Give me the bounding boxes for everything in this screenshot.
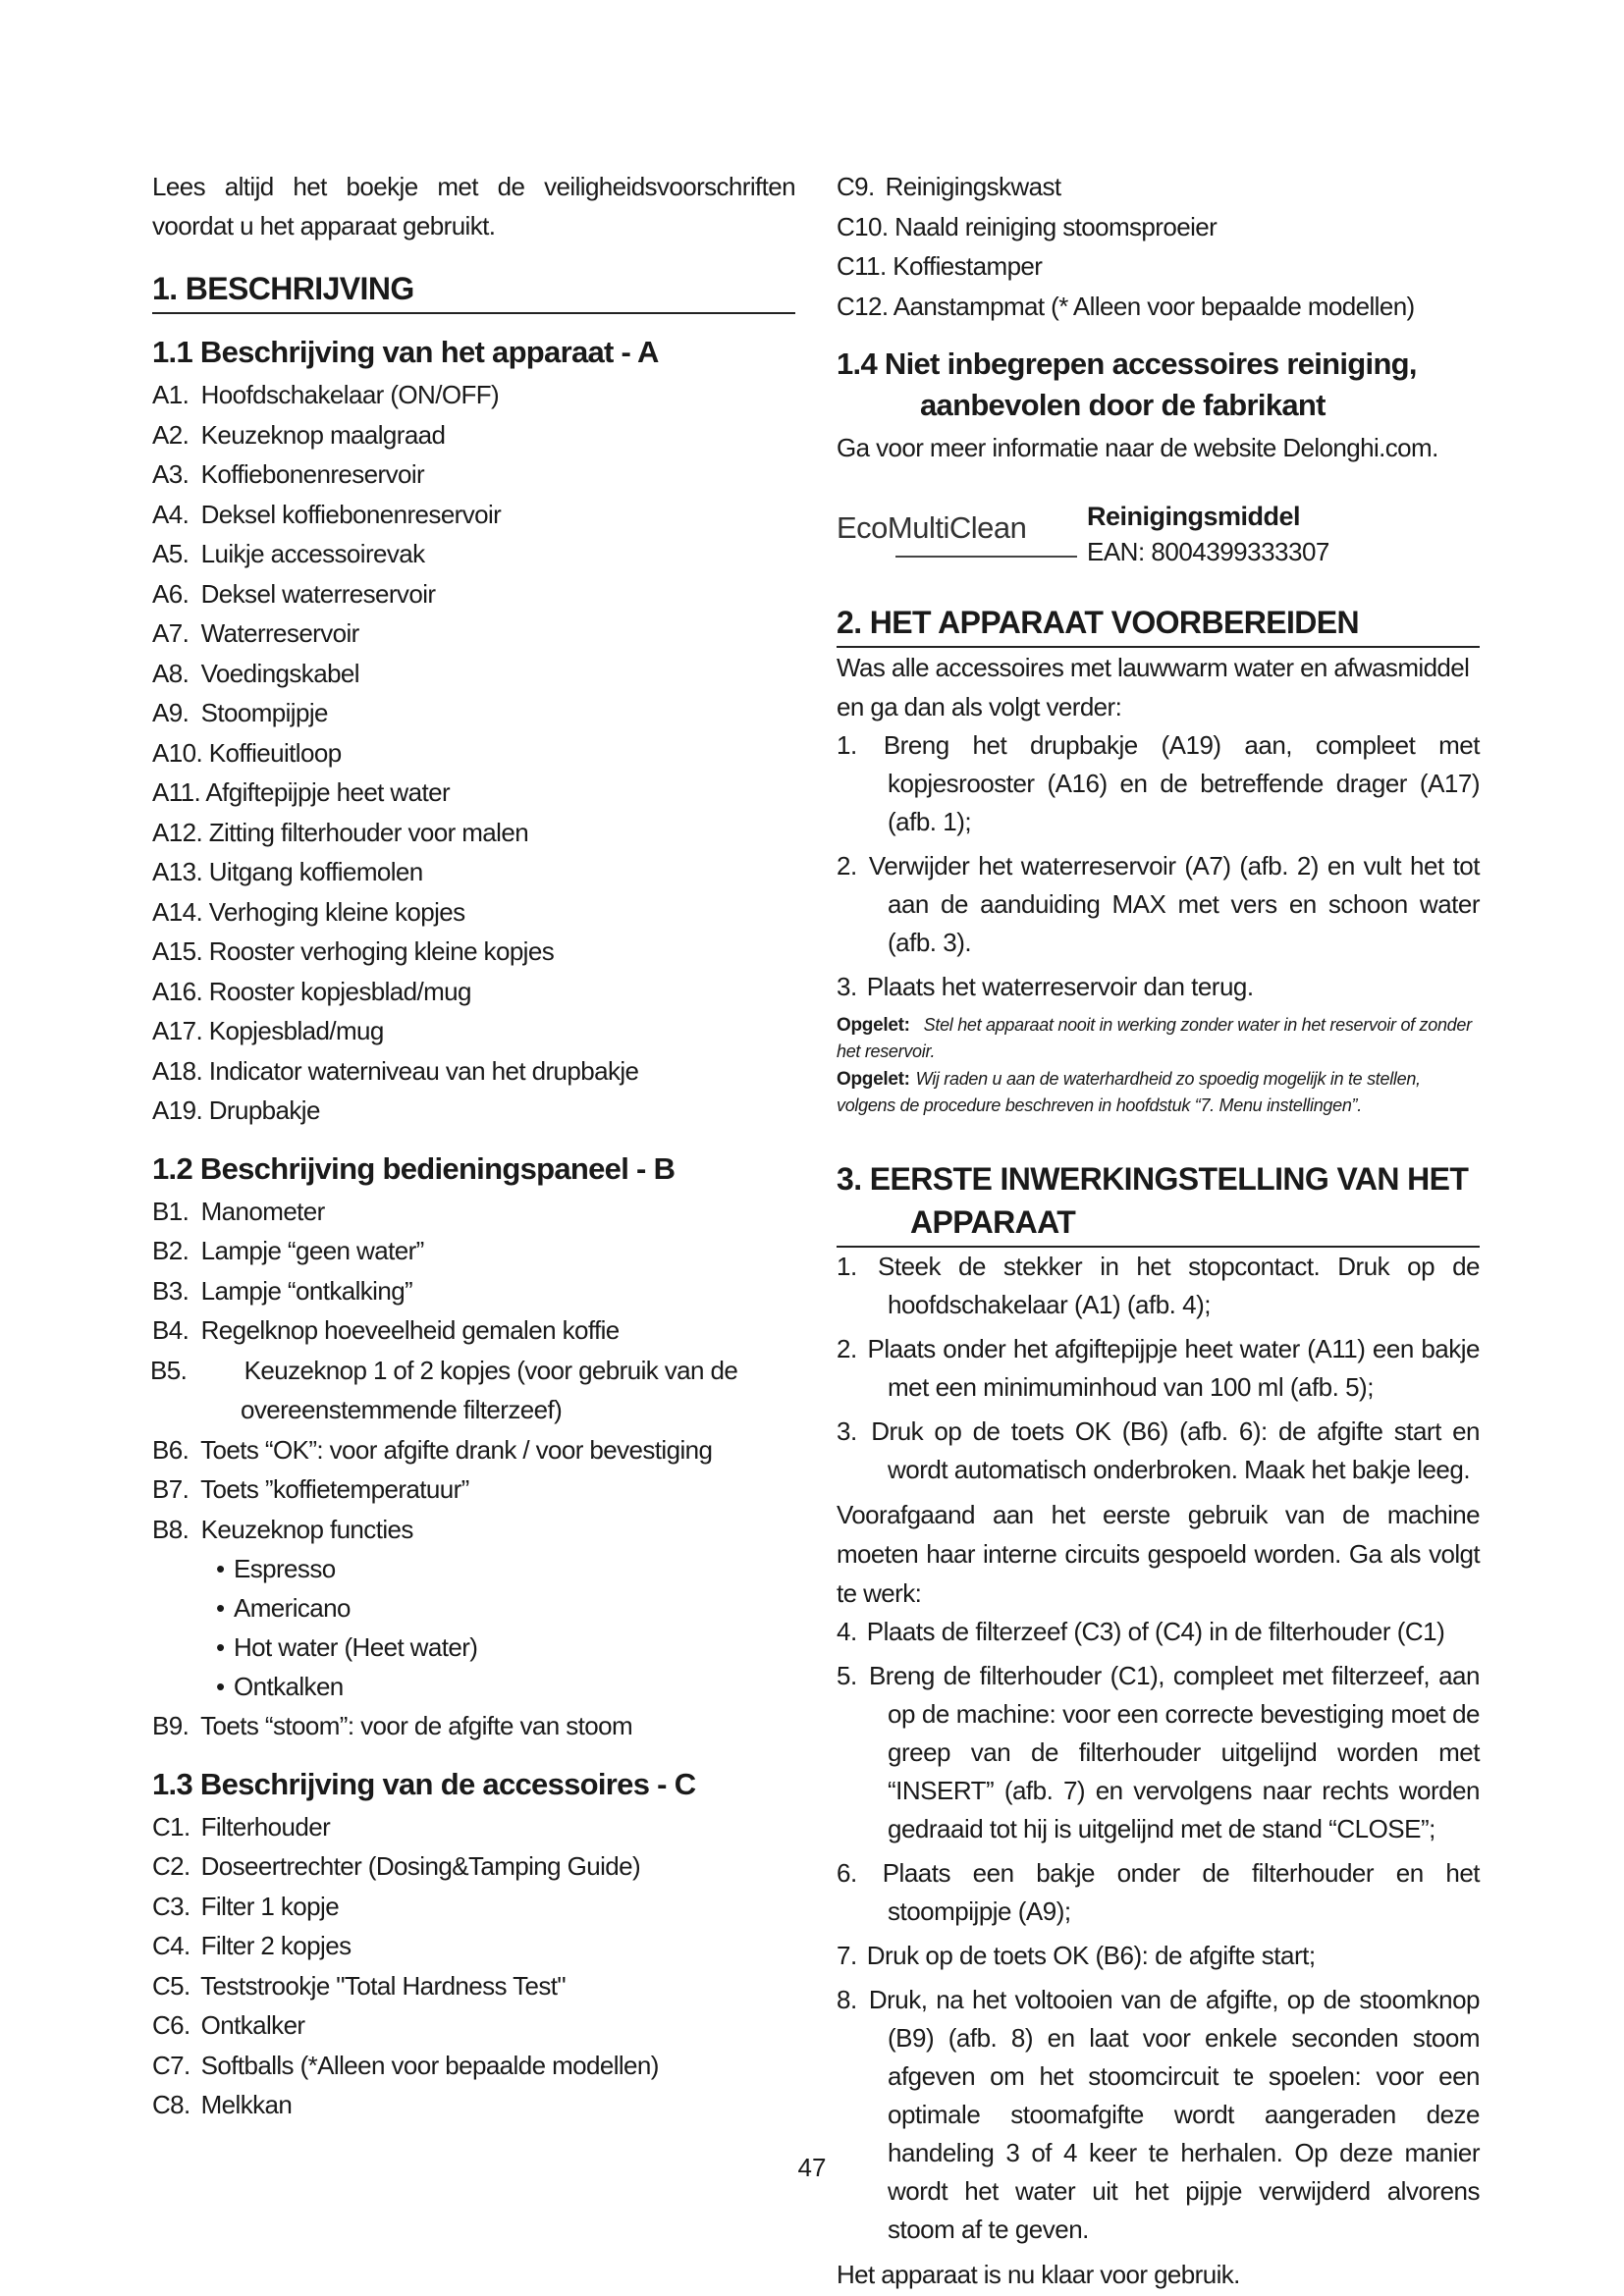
list-item: B9. Toets “stoom”: voor de afgifte van stoom [152,1711,633,1740]
product-ean: EAN: 8004399333307 [1087,537,1329,566]
section1-title: 1. BESCHRIJVING [152,267,795,314]
list-item: C1. Filterhouder [152,1811,331,1842]
list-item: A1. Hoofdschakelaar (ON/OFF) [152,380,500,409]
list-item: C7. Softballs (*Alleen voor bepaalde modellen) [152,2050,659,2080]
list-item: • Americano [216,1593,351,1623]
list-item: C2. Doseertrechter (Dosing&Tamping Guide) [152,1851,641,1881]
list-item: A19. Drupbakje [152,1095,320,1125]
list-item: • Hot water (Heet water) [216,1632,478,1662]
list-item: B7. Toets ”koffietemperatuur” [152,1474,469,1504]
list-item: • Ontkalken [216,1672,344,1701]
list-item: 3. Druk op de toets OK (B6) (afb. 6): de afgifte start en wordt automatisch onderbroken. Maak het bakje leeg. [837,1416,1480,1484]
section1-4-text: Ga voor meer informatie naar de website Delonghi.com. [837,433,1438,462]
section3-title: 3. EERSTE INWERKINGSTELLING VAN HET APPARAAT [837,1157,1480,1248]
list-item: A10. Koffieuitloop [152,737,342,768]
left-column [152,167,795,2125]
list-item: 1. Steek de stekker in het stopcontact. Druk op de hoofdschakelaar (A1) (afb. 4); [837,1252,1480,1319]
product-name: Reinigingsmiddel [1087,502,1301,531]
section1-3-title: 1.3 Beschrijving van de accessoires - C [152,1766,696,1801]
list-item: A6. Deksel waterreservoir [152,578,436,609]
list-item: A8. Voedingskabel [152,658,359,688]
list-item: A13. Uitgang koffiemolen [152,857,423,886]
list-item: C11. Koffiestamper [837,251,1043,281]
section2-text: Was alle accessoires met lauwwarm water en afwasmiddel en ga dan als volgt verder: [837,653,1470,721]
list-item: B8. Keuzeknop functies [152,1514,413,1544]
list-item: 1. Breng het drupbakje (A19) aan, compleet met kopjesrooster (A16) en de betreffende drager (A17) (afb. 1); [837,730,1480,836]
list-item: A12. Zitting filterhouder voor malen [152,817,529,847]
list-item: 4. Plaats de filterzeef (C3) of (C4) in de filterhouder (C1) [837,1617,1445,1646]
product-row [837,499,1480,569]
page-number: 47 [797,2153,827,2182]
list-item: 7. Druk op de toets OK (B6): de afgifte start; [837,1941,1316,1970]
list-item: C3. Filter 1 kopje [152,1891,340,1921]
list-item: A3. Koffiebonenreservoir [152,459,425,489]
list-item: A4. Deksel koffiebonenreservoir [152,499,502,529]
list-a [152,375,795,1131]
section3-middle-text: Voorafgaand aan het eerste gebruik van de machine moeten haar interne circuits gespoeld worden. Ga als volgt te werk: [837,1500,1480,1608]
intro-text: Lees altijd het boekje met de veiligheidsvoorschriften voordat u het apparaat gebruikt. [152,172,795,240]
list-item: 8. Druk, na het voltooien van de afgifte, op de stoomknop (B9) (afb. 8) en laat voor enkele seconden stoom afgeven om het stoomcircuit te spoelen: voor een optimale stoomafgifte wordt aangeraden deze handeling 3 of 4 keer te herhalen. Op deze manier wordt het water uit het pijpje verwijderd alvorens stoom af te geven. [837,1985,1480,2244]
list-item: A14. Verhoging kleine kopjes [152,896,465,927]
list-item: B4. Regelknop hoeveelheid gemalen koffie [152,1315,620,1345]
warning-note: Opgelet: Wij raden u aan de waterhardheid zo spoedig mogelijk in te stellen, volgens de procedure beschreven in hoofdstuk “7. Menu instellingen”. [837,1069,1421,1115]
list-item: A7. Waterreservoir [152,618,359,648]
section3-steps-a [837,1248,1480,1489]
list-item: A18. Indicator waterniveau van het drupbakje [152,1055,639,1086]
list-item: B2. Lampje “geen water” [152,1236,424,1265]
section2-steps [837,726,1480,1006]
ecomulticlean-logo: EcoMultiClean [837,499,1087,563]
list-item: A17. Kopjesblad/mug [152,1016,384,1045]
list-item: 3. Plaats het waterreservoir dan terug. [837,972,1254,1001]
list-item: A2. Keuzeknop maalgraad [152,419,446,450]
list-item: B6. Toets “OK”: voor afgifte drank / voor bevestiging [152,1434,713,1465]
section1-2-title: 1.2 Beschrijving bedieningspaneel - B [152,1150,676,1186]
list-item: C12. Aanstampmat (* Alleen voor bepaalde modellen) [837,291,1415,321]
warning-note: Opgelet: Stel het apparaat nooit in werking zonder water in het reservoir of zonder het reservoir. [837,1015,1472,1061]
list-item: A16. Rooster kopjesblad/mug [152,976,471,1006]
list-b9 [152,1706,795,1746]
list-item: • Espresso [216,1554,336,1583]
list-item: C8. Melkkan [152,2090,293,2119]
list-item: 2. Verwijder het waterreservoir (A7) (afb. 2) en vult het tot aan de aanduiding MAX met vers en schoon water (afb. 3). [837,851,1480,957]
list-c [152,1807,795,2125]
list-item: 2. Plaats onder het afgiftepijpje heet water (A11) een bakje met een minimuminhoud van 100 ml (afb. 5); [837,1334,1480,1402]
right-column [837,167,1480,2294]
list-item: C9. Reinigingskwast [837,172,1061,201]
list-item: B1. Manometer [152,1196,325,1226]
list-item: C6. Ontkalker [152,2010,305,2040]
list-item: C5. Teststrookje "Total Hardness Test" [152,1970,567,2001]
list-c-continued [837,167,1480,326]
section3-closing: Het apparaat is nu klaar voor gebruik. [837,2260,1240,2289]
section2-title: 2. HET APPARAAT VOORBEREIDEN [837,601,1480,648]
list-item: B5. Keuzeknop 1 of 2 kopjes (voor gebruik van de overeenstemmende filterzeef) [150,1355,738,1424]
b8-options [152,1549,795,1706]
section1-1-title: 1.1 Beschrijving van het apparaat - A [152,335,659,369]
product-info [1087,499,1329,569]
list-item: A11. Afgiftepijpje heet water [152,777,451,807]
list-item: 5. Breng de filterhouder (C1), compleet met filterzeef, aan op de machine: voor een correcte bevestiging moet de greep van de filterhouder uitgelijnd worden met “INSERT” (afb. 7) en vervolgens naar rechts worden gedraaid tot hij is uitgelijnd met de stand “CLOSE”; [837,1661,1480,1843]
list-item: B3. Lampje “ontkalking” [152,1275,413,1306]
list-b [152,1192,795,1550]
list-item: A15. Rooster verhoging kleine kopjes [152,936,555,966]
section1-4-title: 1.4 Niet inbegrepen accessoires reiniging, aanbevolen door de fabrikant [837,347,1417,422]
list-item: C4. Filter 2 kopjes [152,1931,352,1960]
list-item: C10. Naald reiniging stoomsproeier [837,211,1218,241]
list-item: A5. Luikje accessoirevak [152,539,425,568]
list-item: 6. Plaats een bakje onder de filterhouder en het stoompijpje (A9); [837,1858,1481,1926]
list-item: A9. Stoompijpje [152,698,328,727]
